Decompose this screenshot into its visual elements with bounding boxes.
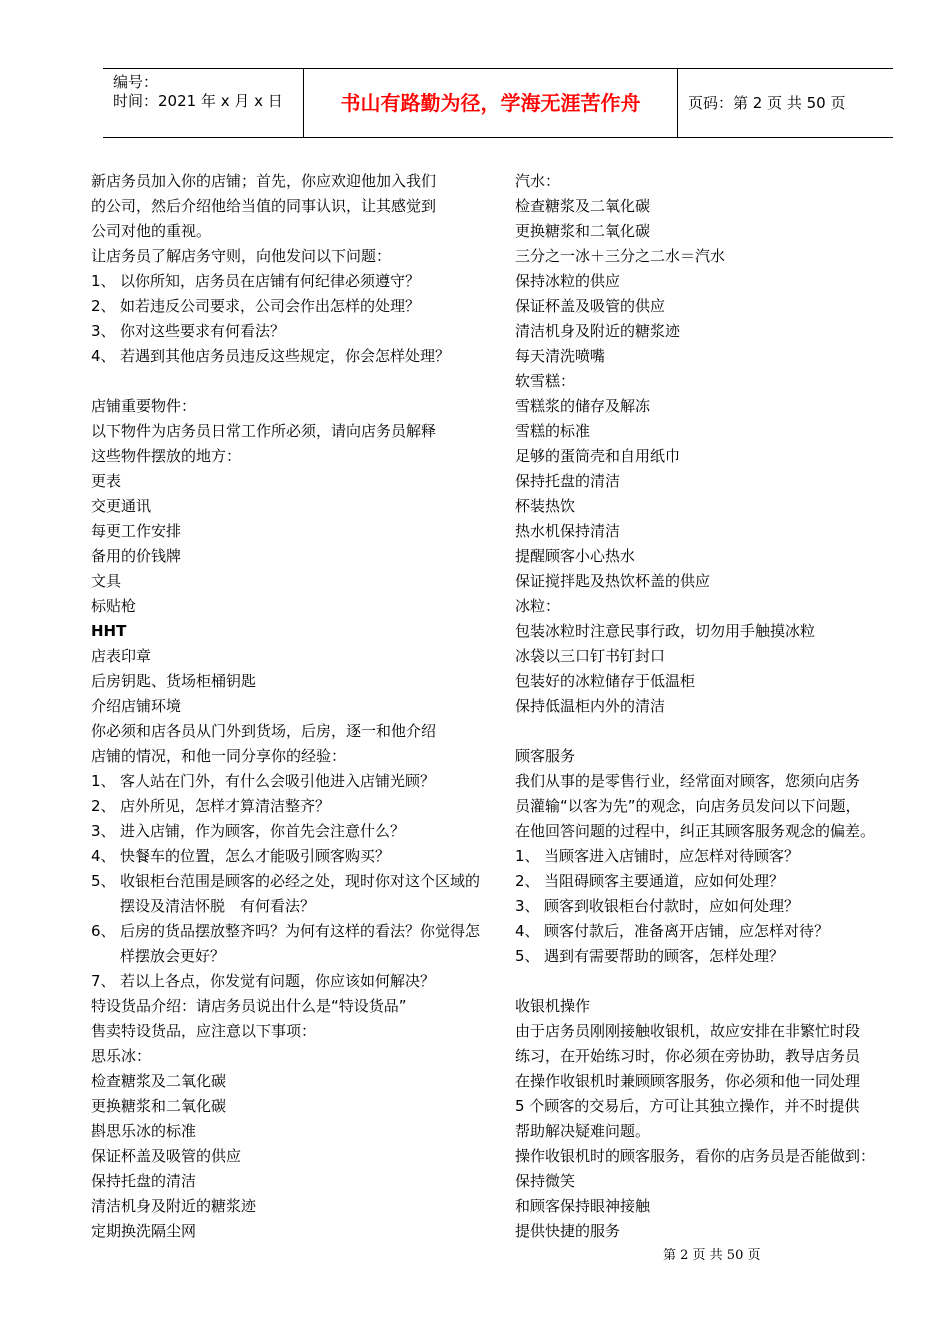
text-line: 冰粒： — [515, 597, 561, 615]
item-text: 进入店铺，作为顾客，你首先会注意什么？ — [120, 822, 406, 840]
numbered-item — [515, 894, 915, 919]
item-text: 收银柜台范围是顾客的必经之处，现时你对这个区域的摆设及清洁怀脱 有何看法？ — [120, 872, 481, 915]
text-line: 让店务员了解店务守则，向他发问以下问题： — [91, 247, 392, 265]
text-line: 店铺重要物件： — [91, 397, 197, 415]
text-line: 公司对他的重视。 — [91, 222, 212, 240]
numbered-item — [91, 319, 491, 344]
item-number: 4、 — [91, 347, 116, 365]
item-number: 1、 — [91, 772, 116, 790]
numbered-item — [91, 794, 491, 819]
item-number: 2、 — [91, 297, 116, 315]
text-line: 定期换洗隔尘网 — [91, 1222, 197, 1240]
text-line: 特设货品介绍：请店务员说出什么是“特设货品” — [91, 997, 407, 1015]
item-number: 1、 — [515, 847, 540, 865]
header-motto-cell — [304, 69, 678, 137]
text-line: 清洁机身及附近的糖浆迹 — [91, 1197, 257, 1215]
item-text: 你对这些要求有何看法？ — [120, 322, 286, 340]
numbered-item — [515, 844, 915, 869]
text-line: 保持微笑 — [515, 1172, 576, 1190]
text-line: 保持托盘的清洁 — [91, 1172, 197, 1190]
text-line: 的公司，然后介绍他给当值的同事认识，让其感觉到 — [91, 197, 437, 215]
text-line: 顾客服务 — [515, 747, 576, 765]
item-number: 7、 — [91, 972, 116, 990]
text-line: 帮助解决疑难问题。 — [515, 1122, 651, 1140]
text-line: 检查糖浆及二氧化碳 — [515, 197, 651, 215]
blank-line — [515, 969, 915, 994]
text-line: 保证搅拌匙及热饮杯盖的供应 — [515, 572, 711, 590]
text-line: 和顾客保持眼神接触 — [515, 1197, 651, 1215]
text-line: 汽水： — [515, 172, 561, 190]
text-line: 保持低温柜内外的清洁 — [515, 697, 666, 715]
numbered-item — [91, 294, 491, 319]
text-line: 收银机操作 — [515, 997, 591, 1015]
doc-time-label: 时间：2021 年 x 月 x 日 — [113, 92, 283, 110]
item-text: 当顾客进入店铺时，应怎样对待顾客？ — [544, 847, 800, 865]
text-line: 店表印章 — [91, 647, 152, 665]
text-line: 介绍店铺环境 — [91, 697, 182, 715]
item-text: 快餐车的位置，怎么才能吸引顾客购买？ — [120, 847, 391, 865]
text-line: 以下物件为店务员日常工作所必须，请向店务员解释 — [91, 422, 437, 440]
item-number: 2、 — [91, 797, 116, 815]
text-line: 在操作收银机时兼顾顾客服务，你必须和他一同处理 — [515, 1072, 861, 1090]
text-line: 提醒顾客小心热水 — [515, 547, 636, 565]
item-number: 3、 — [91, 322, 116, 340]
item-text: 若遇到其他店务员违反这些规定，你会怎样处理？ — [120, 347, 451, 365]
text-line: 更换糖浆和二氧化碳 — [515, 222, 651, 240]
blank-line — [515, 719, 915, 744]
item-text: 遇到有需要帮助的顾客，怎样处理？ — [544, 947, 785, 965]
item-number: 5、 — [91, 872, 116, 890]
text-line: 冰袋以三口钉书钉封口 — [515, 647, 666, 665]
item-number: 4、 — [515, 922, 540, 940]
item-text: 当阻碍顾客主要通道，应如何处理？ — [544, 872, 785, 890]
text-line: 包装冰粒时注意民事行政，切勿用手触摸冰粒 — [515, 622, 816, 640]
text-line: 三分之一冰＋三分之二水＝汽水 — [515, 247, 726, 265]
text-line: 杯装热饮 — [515, 497, 576, 515]
text-line: 我们从事的是零售行业，经常面对顾客，您须向店务 — [515, 772, 861, 790]
item-number: 5、 — [515, 947, 540, 965]
item-text: 顾客付款后，准备离开店铺，应怎样对待？ — [544, 922, 830, 940]
text-line: 保证杯盖及吸管的供应 — [91, 1147, 242, 1165]
item-text: 客人站在门外，有什么会吸引他进入店铺光顾？ — [120, 772, 436, 790]
item-text: 以你所知，店务员在店铺有何纪律必须遵守？ — [120, 272, 421, 290]
numbered-item — [91, 819, 491, 844]
text-line: 这些物件摆放的地方： — [91, 447, 242, 465]
text-line: 足够的蛋筒壳和自用纸巾 — [515, 447, 681, 465]
text-line: 交更通讯 — [91, 497, 152, 515]
text-line: 斟思乐冰的标准 — [91, 1122, 197, 1140]
blank-line — [91, 369, 491, 394]
header-page-cell — [678, 69, 893, 137]
text-line: 5 个顾客的交易后，方可让其独立操作，并不时提供 — [515, 1097, 860, 1115]
text-line: 文具 — [91, 572, 122, 590]
numbered-item — [91, 844, 491, 869]
text-line: 备用的价钱牌 — [91, 547, 182, 565]
item-number: 3、 — [91, 822, 116, 840]
text-line: HHT — [91, 622, 127, 640]
text-line: 新店务员加入你的店铺；首先，你应欢迎他加入我们 — [91, 172, 437, 190]
header-info-cell — [103, 69, 304, 137]
text-line: 售卖特设货品，应注意以下事项： — [91, 1022, 317, 1040]
numbered-item — [91, 869, 491, 919]
text-line: 店铺的情况，和他一同分享你的经验： — [91, 747, 347, 765]
numbered-item — [91, 344, 491, 369]
page-footer: 第 2 页 共 50 页 — [663, 1248, 761, 1263]
text-line: 清洁机身及附近的糖浆迹 — [515, 322, 681, 340]
item-text: 后房的货品摆放整齐吗？为何有这样的看法？你觉得怎样摆放会更好？ — [120, 922, 481, 965]
text-line: 雪糕浆的储存及解冻 — [515, 397, 651, 415]
text-line: 每天清洗喷嘴 — [515, 347, 606, 365]
text-line: 每更工作安排 — [91, 522, 182, 540]
doc-number-label: 编号： — [113, 73, 159, 91]
text-line: 在他回答问题的过程中，纠正其顾客服务观念的偏差。 — [515, 822, 876, 840]
text-line: 你必须和店各员从门外到货场，后房，逐一和他介绍 — [91, 722, 437, 740]
text-line: 员灌输“以客为先”的观念，向店务员发问以下问题， — [515, 797, 861, 815]
text-line: 热水机保持清洁 — [515, 522, 621, 540]
text-line: 提供快捷的服务 — [515, 1222, 621, 1240]
numbered-item — [515, 869, 915, 894]
text-line: 练习，在开始练习时，你必须在旁协助，教导店务员 — [515, 1047, 861, 1065]
text-line: 包装好的冰粒储存于低温柜 — [515, 672, 696, 690]
numbered-item — [515, 919, 915, 944]
item-number: 4、 — [91, 847, 116, 865]
text-line: 更表 — [91, 472, 122, 490]
item-text: 顾客到收银柜台付款时，应如何处理？ — [544, 897, 800, 915]
text-line: 后房钥匙、货场柜桶钥匙 — [91, 672, 257, 690]
numbered-item — [91, 969, 491, 994]
numbered-item — [91, 769, 491, 794]
text-line: 保证杯盖及吸管的供应 — [515, 297, 666, 315]
item-number: 2、 — [515, 872, 540, 890]
right-column — [515, 169, 915, 1244]
numbered-item — [515, 944, 915, 969]
item-text: 若以上各点，你发觉有问题，你应该如何解决？ — [120, 972, 436, 990]
numbered-item — [91, 919, 491, 969]
text-line: 思乐冰： — [91, 1047, 152, 1065]
text-line: 标贴枪 — [91, 597, 137, 615]
header-page-label: 页码：第 2 页 共 50 页 — [688, 94, 846, 112]
text-line: 检查糖浆及二氧化碳 — [91, 1072, 227, 1090]
header-motto: 书山有路勤为径，学海无涯苦作舟 — [340, 91, 641, 115]
item-text: 店外所见，怎样才算清洁整齐？ — [120, 797, 331, 815]
text-line: 操作收银机时的顾客服务，看你的店务员是否能做到： — [515, 1147, 876, 1165]
text-line: 保持冰粒的供应 — [515, 272, 621, 290]
text-line: 雪糕的标准 — [515, 422, 591, 440]
text-line: 软雪糕： — [515, 372, 576, 390]
item-number: 1、 — [91, 272, 116, 290]
numbered-item — [91, 269, 491, 294]
left-column — [91, 169, 491, 1244]
text-line: 由于店务员刚刚接触收银机，故应安排在非繁忙时段 — [515, 1022, 861, 1040]
text-line: 保持托盘的清洁 — [515, 472, 621, 490]
document-header — [103, 68, 893, 138]
text-line: 更换糖浆和二氧化碳 — [91, 1097, 227, 1115]
item-number: 3、 — [515, 897, 540, 915]
item-number: 6、 — [91, 922, 116, 940]
item-text: 如若违反公司要求，公司会作出怎样的处理？ — [120, 297, 421, 315]
